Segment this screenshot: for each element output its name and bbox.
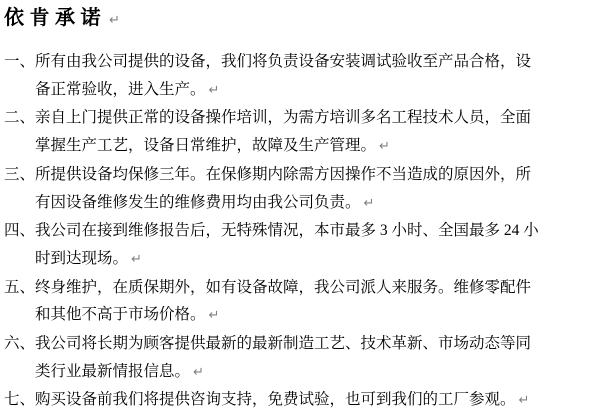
paragraph-mark-icon: ↵ [518, 393, 530, 409]
list-item [4, 217, 600, 273]
text-line [35, 161, 600, 189]
item-number: 一、 [4, 53, 36, 70]
text-line-content: 掌握生产工艺，设备日常维护，故障及生产管理。 [35, 137, 377, 155]
text-line-content: 和其他不高于市场价格。 [35, 306, 206, 324]
item-number: 四、 [4, 222, 36, 240]
paragraph-mark-icon: ↵ [363, 195, 375, 211]
text-line [35, 76, 600, 105]
paragraph-mark-icon: ↵ [379, 139, 390, 155]
paragraph-mark-icon: ↵ [208, 308, 220, 324]
text-line-content: 类行业最新情报信息。 [35, 362, 191, 380]
item-number: 三、 [4, 165, 36, 183]
text-line-content: 我公司在接到维修报告后，无特殊情况，本市最多 3 小时、全国最多 24 小 [35, 222, 539, 240]
text-line [35, 358, 600, 387]
item-number: 五、 [4, 278, 36, 296]
text-line-content: 有因设备维修发生的维修费用均由我公司负责。 [35, 193, 361, 211]
item-text [35, 330, 600, 386]
item-text [35, 274, 600, 330]
paragraph-mark-icon: ↵ [208, 82, 220, 98]
document-title: 依肯承诺 [4, 7, 106, 29]
text-line [35, 48, 600, 76]
text-line [35, 189, 600, 218]
text-line [35, 104, 600, 132]
text-line-content: 终身维护，在质保期外，如有设备故障，我公司派人来服务。维修零配件 [35, 278, 532, 296]
commitment-list [4, 48, 600, 415]
text-line [35, 132, 600, 161]
item-text [35, 217, 600, 273]
text-line-content: 时到达现场。 [35, 249, 129, 267]
text-line-content: 亲自上门提供正常的设备操作培训，为需方培训多名工程技术人员，全面 [35, 109, 532, 127]
item-number: 六、 [4, 335, 36, 353]
paragraph-mark-icon: ↵ [131, 251, 142, 267]
item-text [35, 48, 600, 104]
paragraph-mark-icon: ↵ [193, 364, 204, 380]
text-line-content: 我公司将长期为顾客提供最新的最新制造工艺、技术革新、市场动态等同 [35, 335, 532, 353]
list-item [4, 330, 600, 386]
item-text [35, 161, 600, 217]
list-item [4, 104, 600, 160]
text-line-content: 所有由我公司提供的设备，我们将负责设备安装调试验收至产品合格，设 [35, 53, 532, 70]
item-text [35, 104, 600, 160]
list-item [4, 274, 600, 330]
text-line [35, 301, 600, 330]
text-line [35, 245, 600, 274]
item-text [35, 386, 600, 415]
text-line [35, 274, 600, 302]
paragraph-mark-icon: ↵ [109, 13, 120, 28]
list-item [4, 48, 600, 104]
text-line [35, 386, 600, 415]
text-line-content: 备正常验收，进入生产。 [35, 80, 206, 98]
text-line [35, 217, 600, 245]
text-line [35, 330, 600, 358]
item-number: 二、 [4, 109, 36, 127]
list-item [4, 161, 600, 217]
title-row [4, 5, 600, 34]
list-item [4, 386, 600, 415]
item-number: 七、 [4, 391, 36, 409]
text-line-content: 所提供设备均保修三年。在保修期内除需方因操作不当造成的原因外，所 [35, 165, 532, 183]
text-line-content: 购买设备前我们将提供咨询支持，免费试验，也可到我们的工厂参观。 [35, 391, 516, 409]
